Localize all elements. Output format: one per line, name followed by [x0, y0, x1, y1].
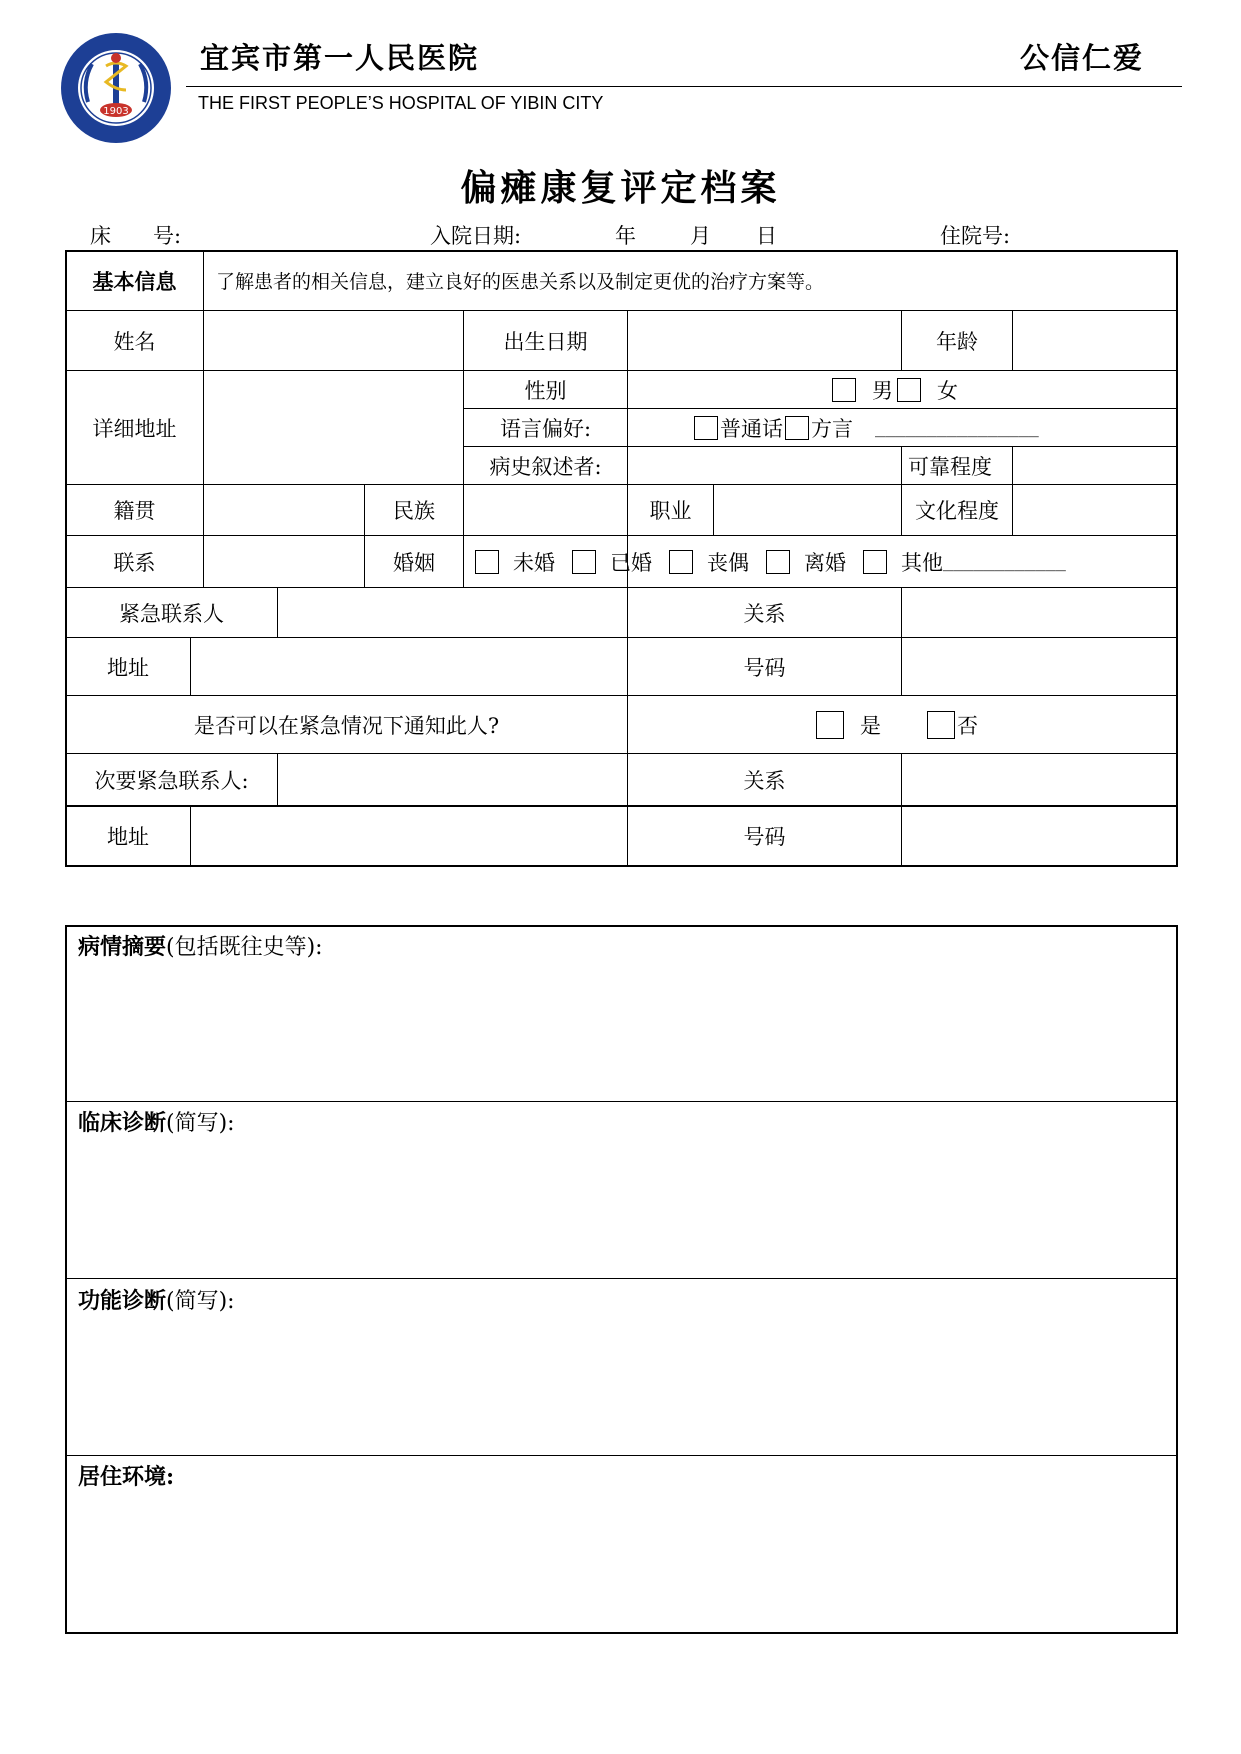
mandarin-checkbox[interactable]	[694, 416, 718, 440]
inpatient-number-label: 住院号:	[940, 224, 1011, 248]
emergency-contact-label: 紧急联系人	[119, 601, 224, 626]
age-label: 年龄	[936, 329, 978, 354]
hospital-motto: 公信仁爱	[1020, 41, 1145, 75]
year-label: 年	[615, 224, 636, 248]
clinical-diagnosis-title: 临床诊断(简写):	[78, 1110, 235, 1136]
language-options	[694, 409, 1039, 446]
dialect-blank[interactable]: ________________	[875, 417, 1039, 438]
secondary-address-label: 地址	[107, 824, 149, 849]
hospital-name-cn: 宜宾市第一人民医院	[200, 41, 480, 75]
marriage-label: 婚姻	[393, 550, 435, 575]
address-short-label: 地址	[107, 655, 149, 680]
notify-options	[816, 696, 978, 753]
month-label: 月	[690, 224, 711, 248]
gender-label: 性别	[524, 378, 567, 403]
notify-yes-checkbox[interactable]	[816, 711, 844, 739]
widowed-label: 丧偶	[707, 550, 749, 575]
admission-date-label: 入院日期:	[430, 224, 522, 248]
other-blank[interactable]: ____________	[943, 551, 1066, 572]
married-label: 已婚	[610, 550, 652, 575]
divorced-checkbox[interactable]	[766, 550, 790, 574]
secondary-phone-label: 号码	[743, 824, 786, 849]
birth-date-label: 出生日期	[503, 329, 588, 354]
relation-label: 关系	[743, 601, 786, 626]
summary-section-title: 病情摘要(包括既往史等):	[78, 934, 323, 960]
notify-no-label: 否	[957, 713, 978, 738]
male-checkbox[interactable]	[832, 378, 856, 402]
female-checkbox[interactable]	[897, 378, 921, 402]
phone-label: 号码	[743, 655, 786, 680]
unmarried-checkbox[interactable]	[475, 550, 499, 574]
ethnicity-label: 民族	[393, 499, 435, 523]
widowed-checkbox[interactable]	[669, 550, 693, 574]
other-checkbox[interactable]	[863, 550, 887, 574]
mandarin-label: 普通话	[720, 416, 783, 441]
narrator-label: 病史叙述者:	[489, 454, 602, 479]
address-label: 详细地址	[92, 416, 177, 441]
day-label: 日	[756, 224, 777, 248]
reliability-label: 可靠程度	[908, 454, 992, 479]
dialect-checkbox[interactable]	[785, 416, 809, 440]
basic-info-description: 了解患者的相关信息，建立良好的医患关系以及制定更优的治疗方案等。	[216, 271, 825, 293]
education-label: 文化程度	[915, 499, 999, 523]
contact-label: 联系	[113, 550, 156, 575]
name-label: 姓名	[113, 329, 156, 354]
language-label: 语言偏好:	[499, 416, 592, 441]
native-place-label: 籍贯	[113, 499, 156, 523]
other-label: 其他	[901, 550, 943, 575]
occupation-label: 职业	[649, 499, 692, 523]
married-checkbox[interactable]	[572, 550, 596, 574]
header-rule	[186, 86, 1182, 87]
male-label: 男	[872, 378, 893, 403]
secondary-contact-label: 次要紧急联系人:	[94, 768, 249, 793]
hospital-name-en: THE FIRST PEOPLE’S HOSPITAL OF YIBIN CITY	[198, 93, 604, 113]
secondary-relation-label: 关系	[743, 768, 786, 793]
marriage-options	[475, 536, 1066, 587]
living-environment-title: 居住环境:	[78, 1464, 175, 1490]
gender-options	[832, 371, 958, 408]
notify-no-checkbox[interactable]	[927, 711, 955, 739]
notify-question: 是否可以在紧急情况下通知此人?	[193, 713, 500, 738]
bed-number-label: 床 号:	[90, 224, 182, 248]
document-title: 偏瘫康复评定档案	[460, 167, 781, 209]
functional-diagnosis-title: 功能诊断(简写):	[78, 1288, 235, 1314]
divorced-label: 离婚	[804, 550, 846, 575]
female-label: 女	[937, 378, 958, 403]
dialect-label: 方言	[811, 416, 853, 441]
hospital-logo	[60, 32, 172, 144]
notify-yes-label: 是	[860, 713, 881, 738]
logo-year: 1903	[103, 106, 129, 117]
basic-info-label: 基本信息	[92, 268, 177, 294]
unmarried-label: 未婚	[513, 550, 555, 575]
